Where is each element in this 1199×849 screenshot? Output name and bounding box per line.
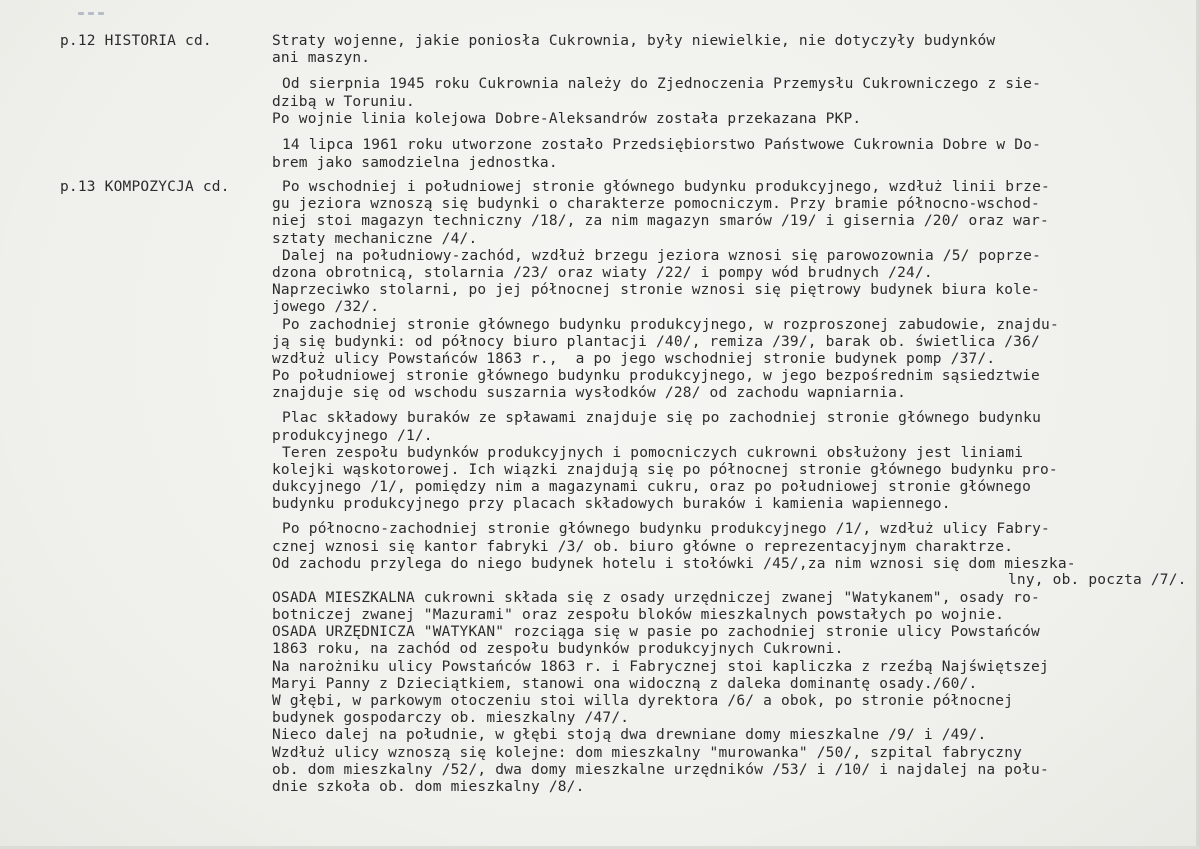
text-line: OSADA URZĘDNICZA "WATYKAN" rozciąga się w pasie po zachodniej stronie ulicy Powstańców (272, 624, 1040, 640)
text-line: Na narożniku ulicy Powstańców 1863 r. i Fabrycznej stoi kapliczka z rzeźbą Najświętszej (272, 659, 1049, 675)
text-line: Po południowej stronie głównego budynku produkcyjnego, w jego bezpośrednim sąsiedztwie (272, 368, 1040, 384)
text-line: OSADA MIESZKALNA cukrowni składa się z osady urzędniczej zwanej "Watykanem", osady ro- (272, 590, 1040, 606)
text-line: budynek gospodarczy ob. mieszkalny /47/. (272, 710, 630, 726)
text-line: budynku produkcyjnego przy placach składowych buraków i kamienia wapiennego. (272, 496, 951, 512)
text-line: sztaty mechaniczne /4/. (272, 231, 478, 247)
section-label-historia: p.12 HISTORIA cd. (60, 33, 212, 49)
text-line: znajduje się od wschodu suszarnia wysłodków /28/ od zachodu wapniarnia. (272, 385, 907, 401)
text-line: ani maszyn. (272, 50, 371, 66)
text-line: cznej wznosi się kantor fabryki /3/ ob. biuro główne o reprezentacyjnym charaktrze. (272, 539, 1014, 555)
text-line: 14 lipca 1961 roku utworzone zostało Przedsiębiorstwo Państwowe Cukrownia Dobre w Do- (282, 137, 1042, 153)
text-line: ob. dom mieszkalny /52/, dwa domy mieszkalne urzędników /53/ i /10/ i najdalej na połu- (272, 762, 1049, 778)
text-line: lny, ob. poczta /7/. (1008, 572, 1187, 588)
text-line: jowego /32/. (272, 299, 380, 315)
text-line: Maryi Panny z Dzieciątkiem, stanowi ona widoczną z daleka dominantę osady./60/. (272, 676, 978, 692)
text-line: Plac składowy buraków ze spławami znajduje się po zachodniej stronie głównego budynku (282, 410, 1042, 426)
text-line: Od sierpnia 1945 roku Cukrownia należy do Zjednoczenia Przemysłu Cukrowniczego z sie- (282, 76, 1042, 92)
text-line: Nieco dalej na południe, w głębi stoją dwa drewniane domy mieszkalne /9/ i /49/. (272, 727, 987, 743)
text-line: Straty wojenne, jakie poniosła Cukrownia, były niewielkie, nie dotyczyły budynków (272, 33, 996, 49)
text-line: dukcyjnego /1/, pomiędzy nim a magazynami cukru, oraz po południowej stronie głównego (272, 479, 1032, 495)
text-line: Dalej na południowy-zachód, wzdłuż brzegu jeziora wznosi się parowozownia /5/ poprze- (282, 248, 1042, 264)
text-line: botniczej zwanej "Mazurami" oraz zespołu bloków mieszkalnych powstałych po wojnie. (272, 607, 1005, 623)
section-label-kompozycja: p.13 KOMPOZYCJA cd. (60, 179, 230, 195)
text-line: dzona obrotnicą, stolarnia /23/ oraz wiaty /22/ i pompy wód brudnych /24/. (272, 265, 933, 281)
text-line: 1863 roku, na zachód od zespołu budynków produkcyjnych Cukrowni. (272, 641, 844, 657)
text-line: ją się budynki: od północy biuro plantacji /40/, remiza /39/, barak ob. świetlica /36/ (272, 334, 1040, 350)
text-line: brem jako samodzielna jednostka. (272, 155, 558, 171)
text-line: niej stoi magazyn techniczny /18/, za nim magazyn smarów /19/ i gisernia /20/ oraz war- (272, 213, 1049, 229)
text-line: Po północno-zachodniej stronie głównego budynku produkcyjnego /1/, wzdłuż ulicy Fabry- (282, 521, 1050, 537)
text-line: Wzdłuż ulicy wznoszą się kolejne: dom mieszkalny "murowanka" /50/, szpital fabryczny (272, 745, 1023, 761)
text-line: produkcyjnego /1/. (272, 428, 433, 444)
text-line: gu jeziora wznoszą się budynki o charakterze pomocniczym. Przy bramie północno-wschod- (272, 196, 1040, 212)
text-line: Po zachodniej stronie głównego budynku produkcyjnego, w rozproszonej zabudowie, znajdu- (282, 317, 1059, 333)
text-line: Po wschodniej i południowej stronie głównego budynku produkcyjnego, wzdłuż linii brze- (282, 179, 1050, 195)
text-line: kolejki wąskotorowej. Ich wiązki znajdują się po północnej stronie głównego budynku pro- (272, 462, 1058, 478)
text-line: Po wojnie linia kolejowa Dobre-Aleksandrów została przekazana PKP. (272, 111, 862, 127)
text-line: W głębi, w parkowym otoczeniu stoi willa dyrektora /6/ a obok, po stronie północnej (272, 693, 1014, 709)
text-line: Od zachodu przylega do niego budynek hotelu i stołówki /45/,za nim wznosi się dom mieszka- (272, 556, 1076, 572)
text-line: dnie szkoła ob. dom mieszkalny /8/. (272, 779, 585, 795)
text-line: wzdłuż ulicy Powstańców 1863 r., a po jego wschodniej stronie budynek pomp /37/. (272, 351, 996, 367)
text-line: dzibą w Toruniu. (272, 94, 415, 110)
text-line: Teren zespołu budynków produkcyjnych i pomocniczych cukrowni obsłużony jest liniami (282, 445, 1024, 461)
text-line: Naprzeciwko stolarni, po jej północnej stronie wznosi się piętrowy budynek biura kole- (272, 282, 1040, 298)
page-corner-marks (78, 0, 118, 6)
